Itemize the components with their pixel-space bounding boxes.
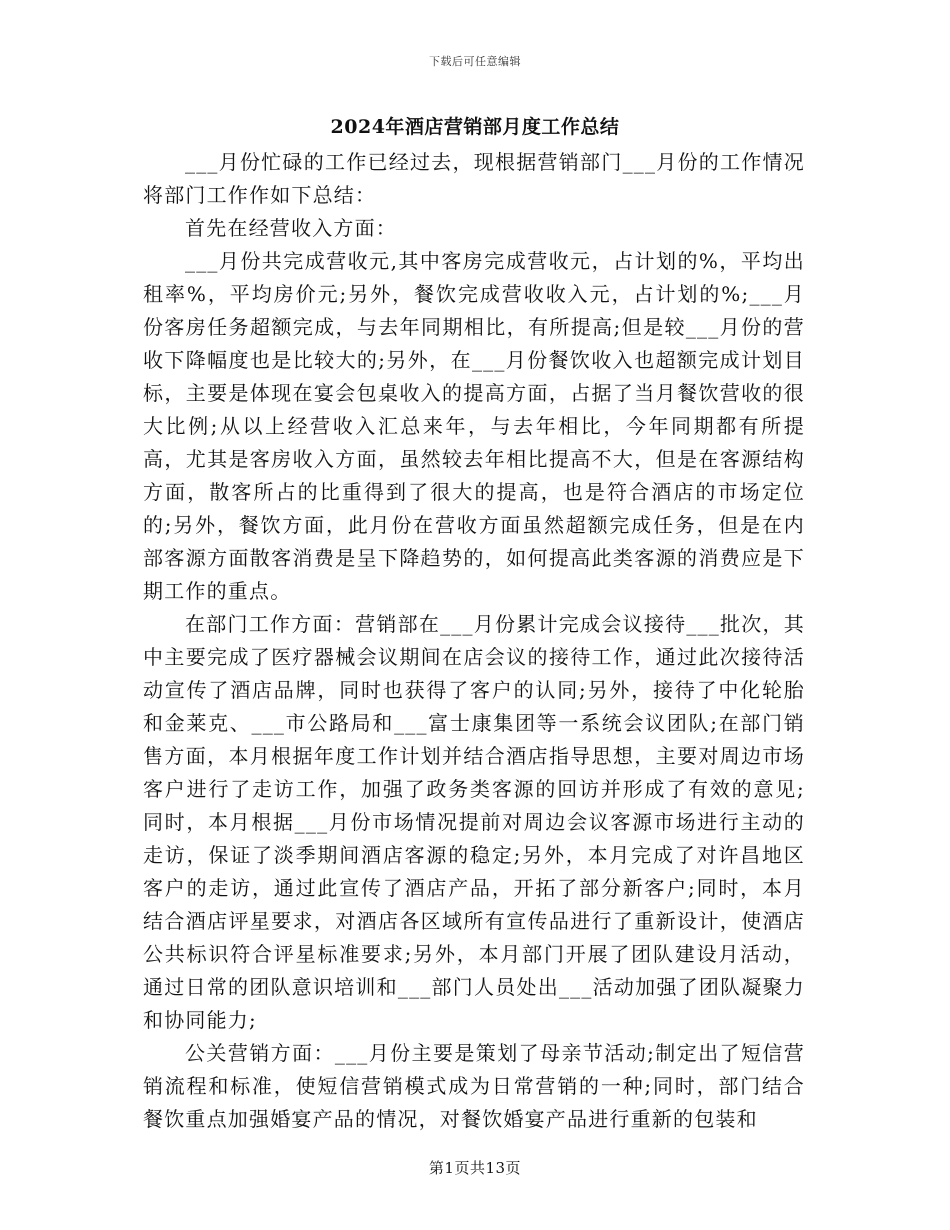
paragraph-revenue-heading: 首先在经营收入方面：	[185, 216, 397, 240]
page-footer: 第1页共13页	[428, 1159, 522, 1177]
document-body	[143, 146, 805, 1136]
header-note: 下载后可任意编辑	[429, 55, 521, 68]
document-title: 2024年酒店营销部月度工作总结	[330, 116, 620, 138]
paragraph-department-work: 在部门工作方面：营销部在___月份累计完成会议接待___批次，其中主要完成了医疗器械会议期间在店会议的接待工作，通过此次接待活动宣传了酒店品牌，同时也获得了客户的认同;另外，接待了中化轮胎和金莱克、___市公路局和___富士康集团等一系统会议团队;在部门销售方面，本月根据年度工作计划并结合酒店指导思想，主要对周边市场客户进行了走访工作，加强了政务类客源的回访并形成了有效的意见;同时，本月根据___月份市场情况提前对周边会议客源市场进行主动的走访，保证了淡季期间酒店客源的稳定;另外，本月完成了对许昌地区客户的走访，通过此宣传了酒店产品，开拓了部分新客户;同时，本月结合酒店评星要求，对酒店各区域所有宣传品进行了重新设计，使酒店公共标识符合评星标准要求;另外，本月部门开展了团队建设月活动，通过日常的团队意识培训和___部门人员处出___活动加强了团队凝聚力和协同能力;	[143, 612, 805, 1032]
paragraph-revenue: ___月份共完成营收元,其中客房完成营收元，占计划的%，平均出租率%，平均房价元;另外，餐饮完成营收收入元，占计划的%;___月份客房任务超额完成，与去年同期相比，有所提高;但是较___月份的营收下降幅度也是比较大的;另外，在___月份餐饮收入也超额完成计划目标，主要是体现在宴会包桌收入的提高方面，占据了当月餐饮营收的很大比例;从以上经营收入汇总来年，与去年相比，今年同期都有所提高，尤其是客房收入方面，虽然较去年相比提高不大，但是在客源结构方面，散客所占的比重得到了很大的提高，也是符合酒店的市场定位的;另外，餐饮方面，此月份在营收方面虽然超额完成任务，但是在内部客源方面散客消费是呈下降趋势的，如何提高此类客源的消费应是下期工作的重点。	[143, 249, 805, 603]
paragraph-pr-marketing: 公关营销方面：___月份主要是策划了母亲节活动;制定出了短信营销流程和标准，使短信营销模式成为日常营销的一种;同时，部门结合餐饮重点加强婚宴产品的情况，对餐饮婚宴产品进行重新的包装和	[143, 1041, 805, 1131]
paragraph-intro: ___月份忙碌的工作已经过去，现根据营销部门___月份的工作情况将部门工作作如下总结：	[143, 150, 805, 207]
